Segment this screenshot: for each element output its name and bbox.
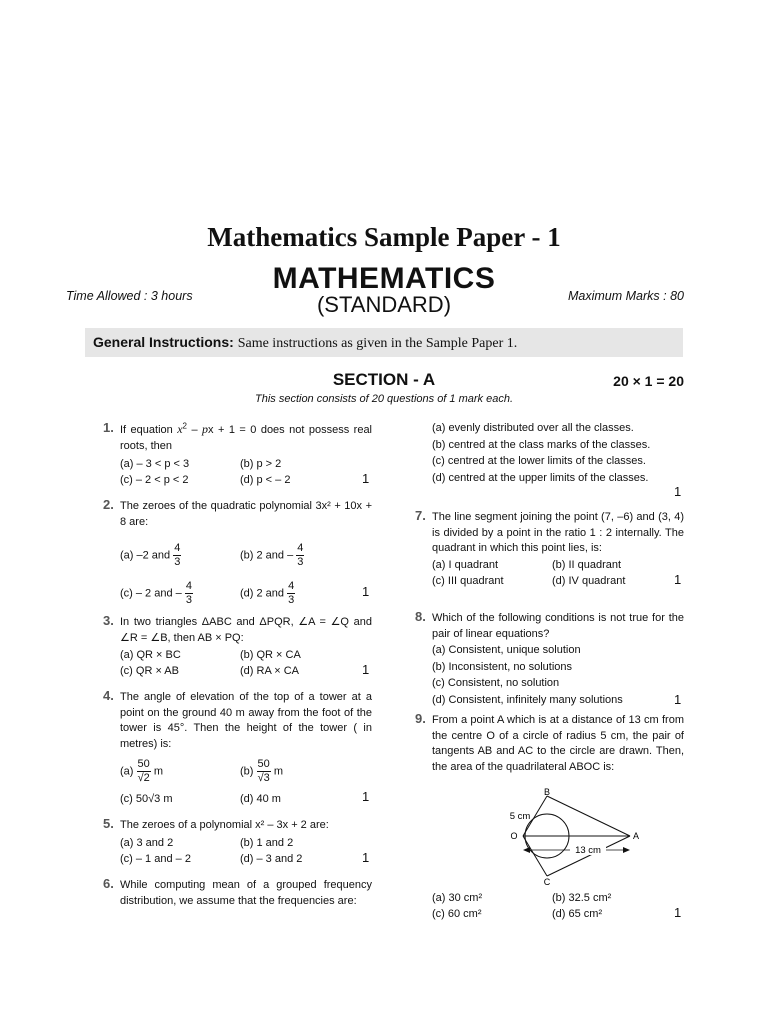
- question-4: [120, 690, 372, 808]
- option-a[interactable]: (a) I quadrant: [432, 558, 499, 571]
- question-number: 3.: [103, 613, 114, 628]
- question-number: 8.: [415, 609, 426, 624]
- tangent-diagram: [500, 786, 645, 890]
- section-title: SECTION - A: [332, 370, 436, 389]
- section-description: This section consists of 20 questions of 1 mark each.: [254, 393, 514, 405]
- point-b-label: B: [543, 787, 551, 797]
- option-c[interactable]: (c) 50√3 m: [120, 793, 173, 805]
- question-number: 1.: [103, 420, 114, 435]
- marks: 1: [674, 691, 682, 707]
- option-a[interactable]: (a) 30 cm²: [432, 892, 483, 904]
- subject-title: MATHEMATICS: [272, 262, 496, 295]
- option-a[interactable]: (a) QR × BC: [120, 649, 181, 661]
- option-c[interactable]: (c) – 1 and – 2: [120, 852, 191, 865]
- option-d[interactable]: (d) p < – 2: [240, 474, 291, 486]
- option-d[interactable]: (d) 2 and $\frac{4}{3}$: [240, 580, 295, 606]
- option-a[interactable]: (a) 3 and 2: [120, 836, 174, 849]
- marks: 1: [362, 662, 370, 677]
- question-text: The line segment joining the point (7, –6) and (3, 4) is divided by a point in the ratio 1 : 2 internally. The quadrant in which this point lies, is:: [432, 511, 684, 554]
- option-b[interactable]: (b) 1 and 2: [240, 836, 294, 849]
- question-number: 7.: [415, 508, 426, 523]
- question-5: [120, 818, 372, 868]
- marks: 1: [362, 471, 370, 486]
- question-text: From a point A which is at a distance of 13 cm from the centre O of a circle of radius 5 cm, the pair of tangents AB and AC to the circle are drawn. Then, the area of the quadrilateral ABOC is:: [432, 714, 684, 773]
- option-b[interactable]: (b) II quadrant: [552, 558, 622, 571]
- question-number: 2.: [103, 497, 114, 512]
- instructions-label: General Instructions:: [93, 334, 234, 350]
- question-number: 9.: [415, 711, 426, 726]
- marks: 1: [362, 849, 370, 865]
- option-b[interactable]: (b) QR × CA: [240, 649, 301, 661]
- option-b[interactable]: (b) Inconsistent, no solutions: [432, 660, 573, 673]
- question-text: In two triangles ΔABC and ΔPQR, ∠A = ∠Q and ∠R = ∠B, then AB × PQ:: [120, 616, 372, 644]
- point-o-label: O: [510, 831, 518, 841]
- option-c[interactable]: (c) centred at the lower limits of the classes.: [432, 455, 646, 467]
- arrow-right-icon: [623, 847, 630, 853]
- time-allowed: Time Allowed : 3 hours: [66, 289, 193, 303]
- option-d[interactable]: (d) centred at the upper limits of the classes.: [432, 471, 649, 484]
- option-b[interactable]: (b) 32.5 cm²: [552, 892, 612, 904]
- option-c[interactable]: (c) 60 cm²: [432, 908, 482, 920]
- option-a[interactable]: (a) – 3 < p < 3: [120, 458, 190, 470]
- option-c[interactable]: (c) Consistent, no solution: [432, 677, 560, 689]
- general-instructions: [93, 334, 517, 352]
- option-c[interactable]: (c) III quadrant: [432, 574, 504, 587]
- marks: 1: [674, 571, 682, 587]
- section-marks: 20 × 1 = 20: [613, 373, 684, 389]
- maximum-marks: Maximum Marks : 80: [568, 289, 684, 303]
- option-d[interactable]: (d) RA × CA: [240, 665, 299, 677]
- point-a-label: A: [632, 831, 640, 841]
- question-6: [120, 878, 372, 909]
- arrow-left-icon: [523, 847, 530, 853]
- option-c[interactable]: (c) – 2 < p < 2: [120, 474, 189, 486]
- option-d[interactable]: (d) – 3 and 2: [240, 852, 303, 865]
- subject-subtitle: (STANDARD): [316, 292, 452, 317]
- question-text: While computing mean of a grouped frequency distribution, we assume that the frequencies are:: [120, 879, 372, 907]
- option-a[interactable]: (a) Consistent, unique solution: [432, 644, 581, 656]
- point-c-label: C: [543, 877, 551, 887]
- option-b[interactable]: (b) centred at the class marks of the classes.: [432, 438, 651, 451]
- question-text: If equation $x^2$ – px + 1 = 0 does not possess real roots, then: [120, 421, 373, 452]
- question-number: 6.: [103, 876, 114, 891]
- question-text: The zeroes of a polynomial x² – 3x + 2 are:: [120, 819, 329, 831]
- option-d[interactable]: (d) 40 m: [240, 793, 281, 805]
- option-b[interactable]: (b) 2 and – $\frac{4}{3}$: [240, 542, 304, 568]
- question-text: The zeroes of the quadratic polynomial 3x² + 10x + 8 are:: [120, 500, 372, 528]
- general-instructions-box: [85, 328, 683, 357]
- question-1: [120, 422, 372, 489]
- radius-label: 5 cm: [509, 811, 531, 822]
- tangent-ac: [547, 836, 630, 876]
- question-7: [432, 510, 684, 590]
- option-d[interactable]: (d) IV quadrant: [552, 574, 626, 587]
- option-a[interactable]: (a) $\frac{50}{√2}$ m: [120, 758, 163, 784]
- question-text: Which of the following conditions is not true for the pair of linear equations?: [432, 612, 684, 640]
- question-number: 5.: [103, 816, 114, 831]
- option-b[interactable]: (b) $\frac{50}{√3}$ m: [240, 758, 283, 784]
- question-9-options: [432, 891, 684, 923]
- question-9: [432, 713, 684, 775]
- marks: 1: [674, 905, 682, 920]
- option-a[interactable]: (a) –2 and $\frac{4}{3}$: [120, 542, 181, 568]
- marks: 1: [362, 789, 370, 804]
- paper-title: Mathematics Sample Paper - 1: [207, 222, 561, 252]
- radius-oc: [523, 836, 547, 876]
- option-c[interactable]: (c) QR × AB: [120, 665, 179, 677]
- question-6-options: [432, 421, 686, 486]
- option-c[interactable]: (c) – 2 and – $\frac{4}{3}$: [120, 580, 192, 606]
- instructions-text: Same instructions as given in the Sample Paper 1.: [237, 336, 518, 351]
- question-text: The angle of elevation of the top of a tower at a point on the ground 40 m away from the foot of the tower is 45°. Then the height of the tower ( in metres) is:: [120, 691, 372, 750]
- marks: 1: [362, 584, 370, 599]
- distance-label: 13 cm: [575, 845, 601, 856]
- tangent-ab: [547, 796, 630, 836]
- question-8: [432, 611, 684, 708]
- question-3: [120, 615, 372, 680]
- option-b[interactable]: (b) p > 2: [240, 458, 282, 470]
- marks: 1: [674, 484, 682, 499]
- question-2: [120, 499, 372, 610]
- option-d[interactable]: (d) 65 cm²: [552, 908, 603, 920]
- question-number: 4.: [103, 688, 114, 703]
- option-a[interactable]: (a) evenly distributed over all the classes.: [432, 422, 634, 434]
- option-d[interactable]: (d) Consistent, infinitely many solutions 1: [432, 691, 682, 707]
